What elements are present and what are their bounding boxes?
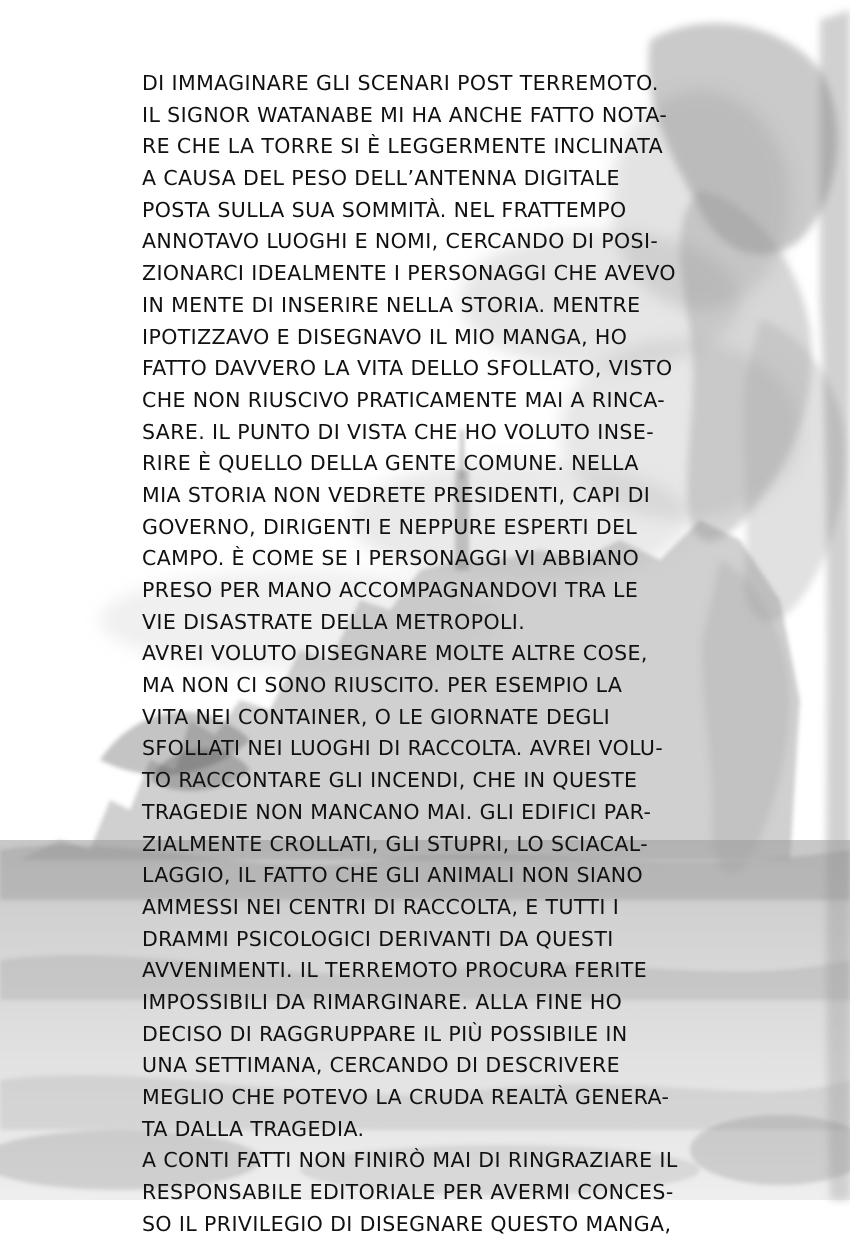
text-line: DECISO DI RAGGRUPPARE IL PIÙ POSSIBILE IN [142,1021,628,1046]
text-line: A CONTI FATTI NON FINIRÒ MAI DI RINGRAZIARE IL [142,1148,678,1173]
text-line: LAGGIO, IL FATTO CHE GLI ANIMALI NON SIANO [142,863,644,888]
text-line: VIE DISASTRATE DELLA METROPOLI. [142,609,526,634]
text-line: RESPONSABILE EDITORIALE PER AVERMI CONCES- [142,1180,674,1205]
text-line: GOVERNO, DIRIGENTI E NEPPURE ESPERTI DEL [142,514,638,539]
text-line: MIA STORIA NON VEDRETE PRESIDENTI, CAPI DI [142,482,651,507]
text-line: ZIONARCI IDEALMENTE I PERSONAGGI CHE AVEVO [142,261,676,286]
text-line: IN MENTE DI INSERIRE NELLA STORIA. MENTRE [142,292,641,317]
text-line: CAMPO. È COME SE I PERSONAGGI VI ABBIANO [142,546,640,571]
text-line: IMPOSSIBILI DA RIMARGINARE. ALLA FINE HO [142,989,623,1014]
text-line: AVREI VOLUTO DISEGNARE MOLTE ALTRE COSE, [142,641,648,666]
text-line: RE CHE LA TORRE SI È LEGGERMENTE INCLINATA [142,134,663,159]
text-line: DI IMMAGINARE GLI SCENARI POST TERREMOTO. [142,71,659,95]
text-line: ANNOTAVO LUOGHI E NOMI, CERCANDO DI POSI- [142,229,659,254]
text-line: IPOTIZZAVO E DISEGNAVO IL MIO MANGA, HO [142,324,628,349]
text-line: A CAUSA DEL PESO DELL’ANTENNA DIGITALE [142,166,620,191]
afterword-text [142,68,732,1240]
text-line: IL SIGNOR WATANABE MI HA ANCHE FATTO NOTA- [142,102,668,127]
text-line: MA NON CI SONO RIUSCITO. PER ESEMPIO LA [142,673,623,698]
text-line: SARE. IL PUNTO DI VISTA CHE HO VOLUTO INSE- [142,419,654,444]
text-line: SO IL PRIVILEGIO DI DISEGNARE QUESTO MANGA, [142,1211,672,1236]
text-line: VITA NEI CONTAINER, O LE GIORNATE DEGLI [142,704,611,729]
text-line: CHE NON RIUSCIVO PRATICAMENTE MAI A RINCA- [142,387,666,412]
text-line: TA DALLA TRAGEDIA. [142,1116,365,1141]
text-line: RIRE È QUELLO DELLA GENTE COMUNE. NELLA [142,451,639,476]
text-line: UNA SETTIMANA, CERCANDO DI DESCRIVERE [142,1053,620,1078]
text-line: TRAGEDIE NON MANCANO MAI. GLI EDIFICI PAR- [142,799,652,824]
text-line: AMMESSI NEI CENTRI DI RACCOLTA, E TUTTI I [142,894,620,919]
text-line: SFOLLATI NEI LUOGHI DI RACCOLTA. AVREI VOLU- [142,736,664,761]
text-line: FATTO DAVVERO LA VITA DELLO SFOLLATO, VISTO [142,356,673,381]
text-line: DRAMMI PSICOLOGICI DERIVANTI DA QUESTI [142,926,614,951]
text-line: ZIALMENTE CROLLATI, GLI STUPRI, LO SCIACAL- [142,831,649,856]
text-line: AVVENIMENTI. IL TERREMOTO PROCURA FERITE [142,958,648,983]
text-line: POSTA SULLA SUA SOMMITÀ. NEL FRATTEMPO [142,197,627,222]
text-line: MEGLIO CHE POTEVO LA CRUDA REALTÀ GENERA- [142,1085,670,1109]
text-line: PRESO PER MANO ACCOMPAGNANDOVI TRA LE [142,578,639,602]
text-line: TO RACCONTARE GLI INCENDI, CHE IN QUESTE [142,768,638,793]
